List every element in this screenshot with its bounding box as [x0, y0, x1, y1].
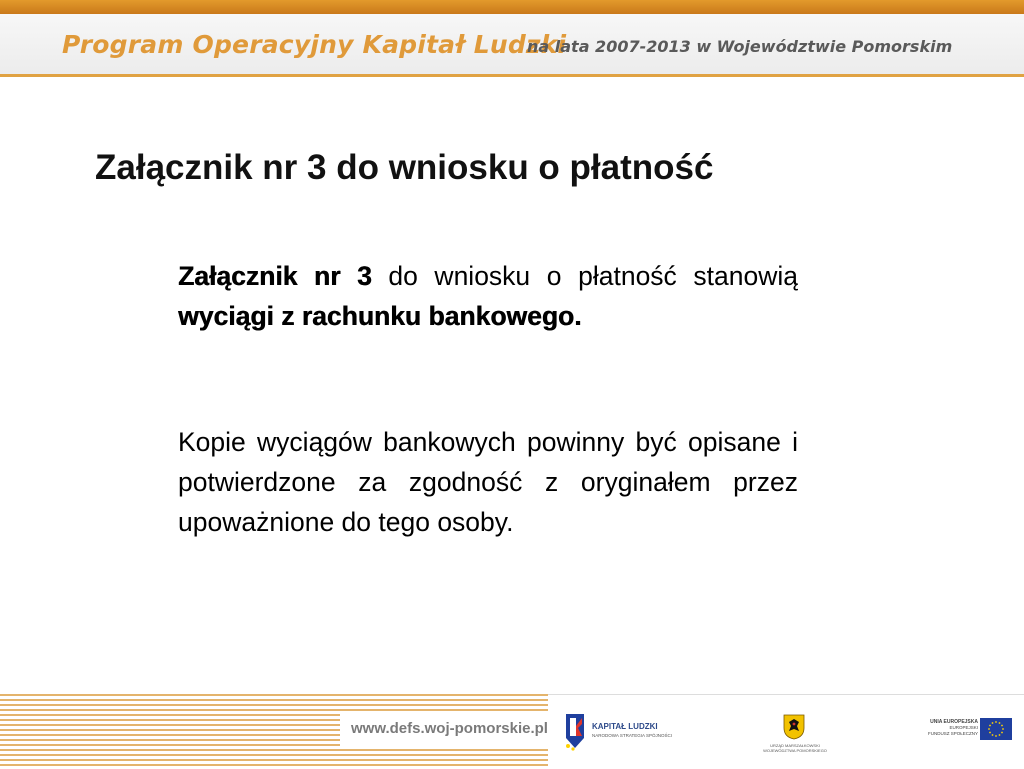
eu-line-2: EUROPEJSKI: [949, 725, 978, 730]
kapital-ludzki-subtitle: NARODOWA STRATEGIA SPÓJNOŚCI: [592, 733, 673, 738]
kapital-ludzki-name: KAPITAŁ LUDZKI: [592, 722, 658, 731]
top-accent-bar: [0, 0, 1024, 14]
pomorskie-crest-icon: [783, 714, 805, 740]
slide-title: Załącznik nr 3 do wniosku o płatność: [95, 148, 714, 187]
kapital-ludzki-logo-icon: [562, 712, 588, 752]
body-paragraph-2: Kopie wyciągów bankowych powinny być opisane i potwierdzone za zgodność z oryginałem przez upoważnione do tego osoby.: [178, 427, 798, 537]
para1-bold-start: Załącznik nr 3: [178, 261, 372, 291]
header-subtitle: na lata 2007-2013 w Województwie Pomorskim: [527, 37, 953, 56]
eu-line-1: UNIA EUROPEJSKA: [930, 719, 978, 725]
eu-line-3: FUNDUSZ SPOŁECZNY: [927, 731, 978, 736]
crest-line-2: WOJEWÓDZTWA POMORSKIEGO: [763, 748, 827, 753]
footer-url-link[interactable]: www.defs.woj-pomorskie.pl: [351, 720, 548, 737]
kapital-ludzki-logo: [562, 712, 692, 752]
header-title: Program Operacyjny Kapitał Ludzki: [62, 30, 567, 59]
body-paragraph-1: [178, 256, 798, 336]
para1-text: do wniosku o płatność stanowią: [371, 261, 799, 291]
crest-line-1: URZĄD MARSZAŁKOWSKI: [770, 743, 820, 748]
crest-caption: [755, 743, 835, 753]
pomorskie-crest-logo: [755, 714, 835, 762]
eu-flag-icon: [980, 718, 1012, 740]
para1-bold-end: wyciągi z rachunku bankowego.: [178, 301, 582, 331]
eu-caption: [928, 719, 978, 737]
eu-logo: [920, 716, 1014, 746]
